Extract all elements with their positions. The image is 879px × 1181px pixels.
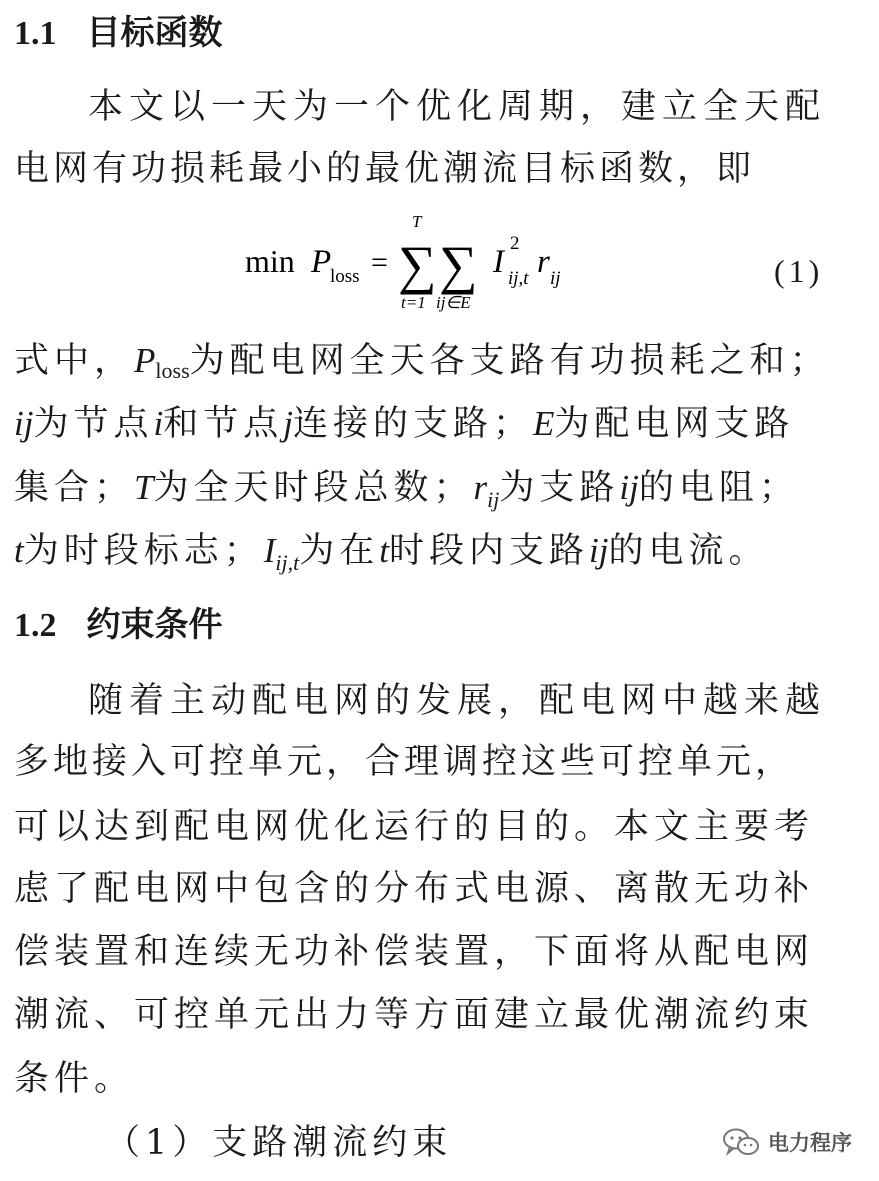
symbol-i: i	[153, 404, 164, 443]
defs-text: 为在	[299, 531, 380, 571]
defs-text: 的电阻；	[638, 468, 799, 508]
watermark	[722, 1127, 852, 1157]
defs-text: 为节点	[33, 404, 154, 444]
formula-min: min	[245, 243, 295, 279]
symbol-r-sub: ij	[487, 487, 500, 512]
section-heading-1-2	[14, 605, 223, 645]
formula-P-sub: loss	[330, 266, 360, 287]
symbol-T: T	[134, 468, 154, 507]
para2-line7: 条件。	[14, 1059, 135, 1099]
symbol-I: I	[263, 531, 276, 570]
wechat-icon	[722, 1127, 760, 1157]
symbol-ij: ij	[589, 531, 609, 570]
para2-line6: 潮流、可控单元出力等方面建立最优潮流约束	[14, 995, 815, 1035]
symbol-P: P	[134, 341, 156, 380]
formula-I-sub: ij,t	[508, 268, 529, 289]
para1-line2: 电网有功损耗最小的最优潮流目标函数，即	[14, 149, 756, 189]
defs-text: 的电流。	[608, 531, 769, 571]
para2-line3: 可以达到配电网优化运行的目的。本文主要考	[14, 807, 815, 847]
defs-text: 和节点	[163, 404, 284, 444]
section-title: 约束条件	[86, 605, 223, 645]
para2-line5: 偿装置和连续无功补偿装置，下面将从配电网	[14, 932, 815, 972]
objective-formula	[0, 200, 879, 320]
symbol-P-sub: loss	[155, 358, 190, 383]
defs-line3	[14, 470, 799, 511]
defs-text: 为配电网支路	[554, 404, 795, 444]
defs-text: 时段内支路	[389, 531, 590, 571]
formula-r: r	[537, 244, 550, 280]
symbol-t: t	[14, 531, 24, 570]
defs-text: 连接的支路；	[292, 404, 533, 444]
symbol-ij: ij	[14, 404, 34, 443]
section-heading-1-1	[14, 13, 223, 53]
section-number: 1.2	[14, 607, 57, 644]
defs-text: 为时段标志；	[23, 531, 264, 571]
para2-line2: 多地接入可控单元，合理调控这些可控单元，	[14, 742, 795, 782]
symbol-ij: ij	[619, 468, 639, 507]
sum2-lower: ij∈E	[436, 293, 471, 312]
symbol-E: E	[532, 404, 555, 443]
watermark-text: 电力程序	[768, 1131, 852, 1155]
sum1-lower: t=1	[401, 293, 426, 312]
section-number: 1.1	[14, 15, 57, 52]
para2-line1: 随着主动配电网的发展，配电网中越来越	[88, 681, 827, 721]
defs-line4	[14, 533, 768, 574]
symbol-I-sub: ij,t	[275, 550, 300, 575]
formula-r-sub: ij	[550, 268, 561, 289]
defs-line2	[14, 406, 794, 442]
defs-text: 为支路	[499, 468, 620, 508]
section-title: 目标函数	[86, 13, 223, 53]
formula-I: I	[493, 244, 504, 280]
para1-line1: 本文以一天为一个优化周期，建立全天配	[88, 87, 827, 127]
defs-text: 为配电网全天各支路有功损耗之和；	[189, 341, 830, 381]
defs-text: 集合；	[14, 468, 135, 508]
symbol-t: t	[379, 531, 389, 570]
para2-line4: 虑了配电网中包含的分布式电源、离散无功补	[14, 869, 815, 909]
defs-text: 式中，	[14, 341, 135, 381]
defs-text: 为全天时段总数；	[153, 468, 474, 508]
sum2-sigma: ∑	[439, 235, 478, 295]
symbol-r: r	[473, 468, 488, 507]
symbol-j: j	[283, 404, 293, 443]
formula-I-sup: 2	[510, 233, 520, 254]
equation-number: (1)	[774, 253, 824, 289]
formula-equals: =	[371, 246, 388, 279]
defs-line1	[14, 343, 830, 382]
sum1-sigma: ∑	[398, 235, 437, 295]
subsection-1-heading: （1）支路潮流约束	[105, 1123, 453, 1163]
formula-P: P	[311, 244, 332, 280]
sum1-upper: T	[412, 212, 422, 231]
